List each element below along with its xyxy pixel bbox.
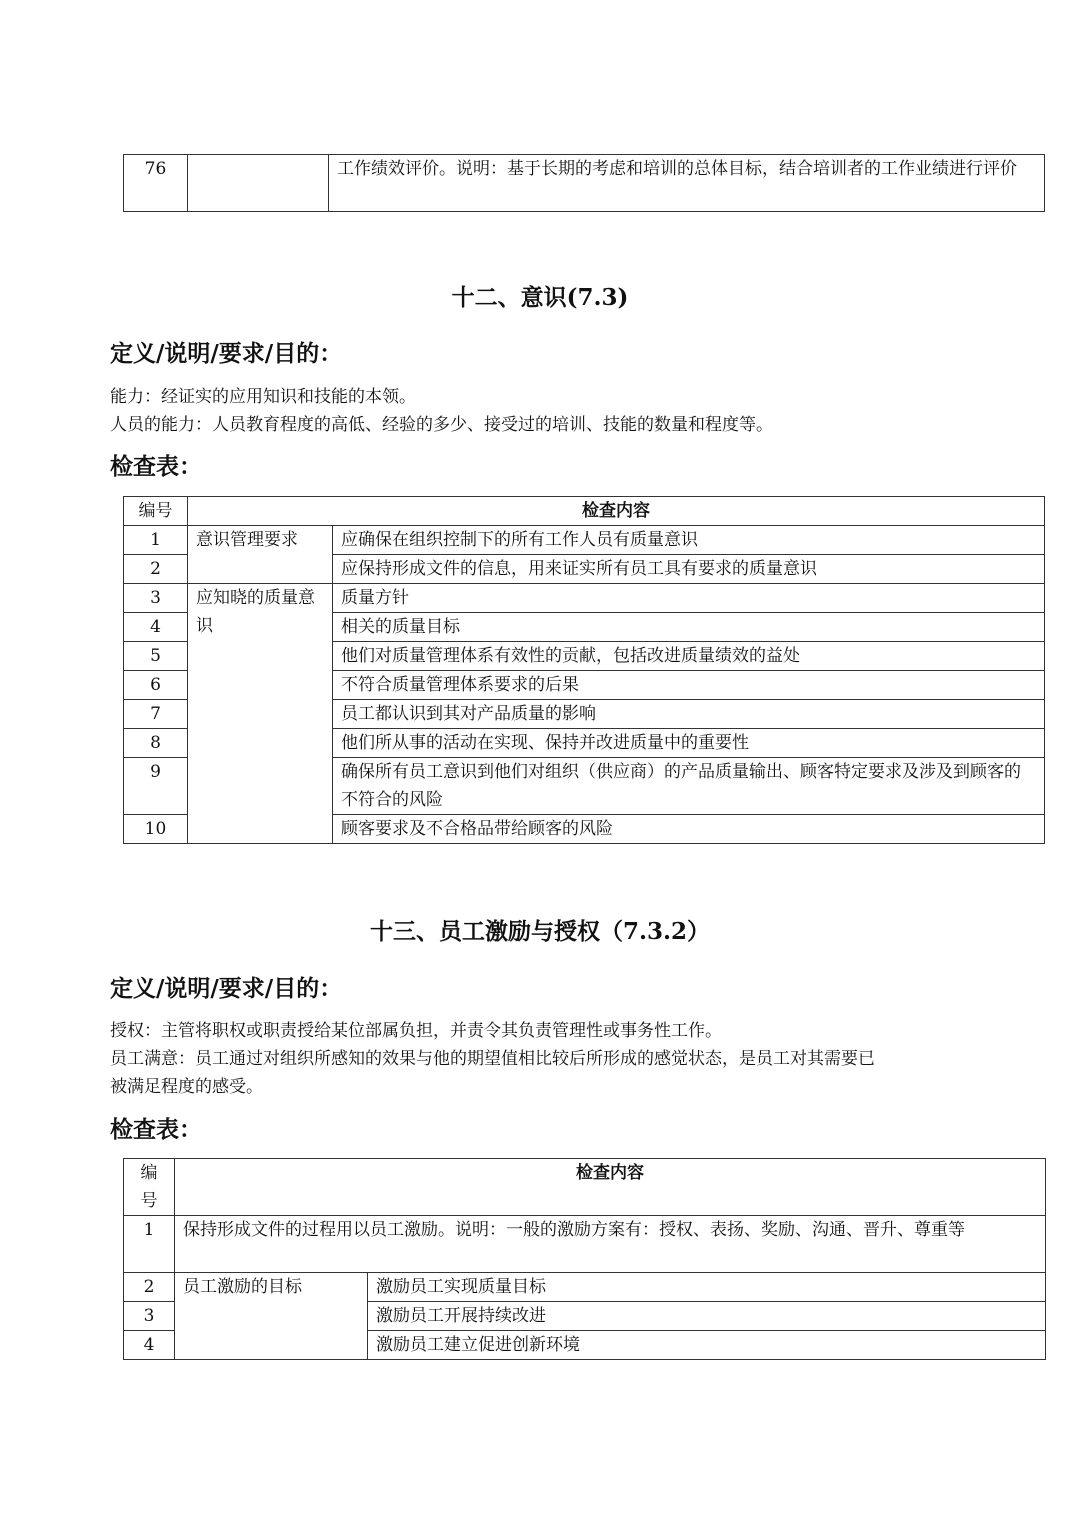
row-number: 4 — [124, 1331, 175, 1360]
row-number: 8 — [124, 729, 188, 758]
row-content: 他们所从事的活动在实现、保持并改进质量中的重要性 — [333, 729, 1045, 758]
table-row — [124, 1216, 1046, 1273]
table-header-row — [124, 497, 1045, 526]
row-content: 不符合质量管理体系要求的后果 — [333, 671, 1045, 700]
row-content: 他们对质量管理体系有效性的贡献，包括改进质量绩效的益处 — [333, 642, 1045, 671]
section-13-paragraph: 员工满意：员工通过对组织所感知的效果与他的期望值相比较后所形成的感觉状态，是员工对其需要已 — [110, 1049, 875, 1069]
table-row — [124, 155, 1045, 212]
group-label: 员工激励的目标 — [175, 1273, 368, 1360]
row-number: 2 — [124, 555, 188, 584]
table-header-row — [124, 1159, 1046, 1216]
row-number: 3 — [124, 1302, 175, 1331]
section-13-checklist-heading: 检查表： — [110, 1116, 202, 1143]
row-number: 1 — [124, 1216, 175, 1273]
section-12-paragraph: 能力：经证实的应用知识和技能的本领。 — [110, 387, 416, 407]
table-row — [124, 526, 1045, 555]
row-category — [188, 155, 329, 212]
row-number: 1 — [124, 526, 188, 555]
row-number: 9 — [124, 758, 188, 815]
section-13-paragraph: 授权：主管将职权或职责授给某位部属负担，并责令其负责管理性或事务性工作。 — [110, 1021, 722, 1041]
row-content: 确保所有员工意识到他们对组织（供应商）的产品质量输出、顾客特定要求及涉及到顾客的不符合的风险 — [333, 758, 1045, 815]
row-content: 工作绩效评价。说明：基于长期的考虑和培训的总体目标，结合培训者的工作业绩进行评价 — [329, 155, 1045, 212]
row-content: 顾客要求及不合格品带给顾客的风险 — [333, 815, 1045, 844]
section-13-checklist-table — [123, 1158, 1046, 1360]
row-number: 3 — [124, 584, 188, 613]
row-number: 6 — [124, 671, 188, 700]
row-number: 76 — [124, 155, 188, 212]
table-row — [124, 584, 1045, 613]
row-number: 4 — [124, 613, 188, 642]
header-content: 检查内容 — [188, 497, 1045, 526]
header-content: 检查内容 — [175, 1159, 1046, 1216]
top-table — [123, 154, 1045, 212]
row-content: 激励员工建立促进创新环境 — [368, 1331, 1046, 1360]
row-number: 7 — [124, 700, 188, 729]
row-number: 5 — [124, 642, 188, 671]
section-12-definition-heading: 定义/说明/要求/目的： — [110, 340, 343, 367]
row-content: 激励员工开展持续改进 — [368, 1302, 1046, 1331]
row-content: 激励员工实现质量目标 — [368, 1273, 1046, 1302]
section-12-title: 十二、意识(7.3) — [451, 284, 629, 311]
section-12-checklist-heading: 检查表： — [110, 453, 202, 480]
section-13-title: 十三、员工激励与授权（7.3.2） — [369, 918, 711, 945]
row-content: 员工都认识到其对产品质量的影响 — [333, 700, 1045, 729]
header-number: 编号 — [124, 1159, 175, 1216]
group-label: 应知晓的质量意识 — [188, 584, 333, 844]
row-content: 质量方针 — [333, 584, 1045, 613]
section-13-definition-heading: 定义/说明/要求/目的： — [110, 975, 343, 1002]
row-number: 2 — [124, 1273, 175, 1302]
row-content: 应确保在组织控制下的所有工作人员有质量意识 — [333, 526, 1045, 555]
row-content: 相关的质量目标 — [333, 613, 1045, 642]
section-13-paragraph: 被满足程度的感受。 — [110, 1077, 263, 1097]
row-content: 保持形成文件的过程用以员工激励。说明：一般的激励方案有：授权、表扬、奖励、沟通、晋升、尊重等 — [175, 1216, 1046, 1273]
section-12-checklist-table — [123, 496, 1045, 844]
row-number: 10 — [124, 815, 188, 844]
table-row — [124, 1273, 1046, 1302]
group-label: 意识管理要求 — [188, 526, 333, 584]
header-number: 编号 — [124, 497, 188, 526]
section-12-paragraph: 人员的能力：人员教育程度的高低、经验的多少、接受过的培训、技能的数量和程度等。 — [110, 415, 773, 435]
row-content: 应保持形成文件的信息，用来证实所有员工具有要求的质量意识 — [333, 555, 1045, 584]
